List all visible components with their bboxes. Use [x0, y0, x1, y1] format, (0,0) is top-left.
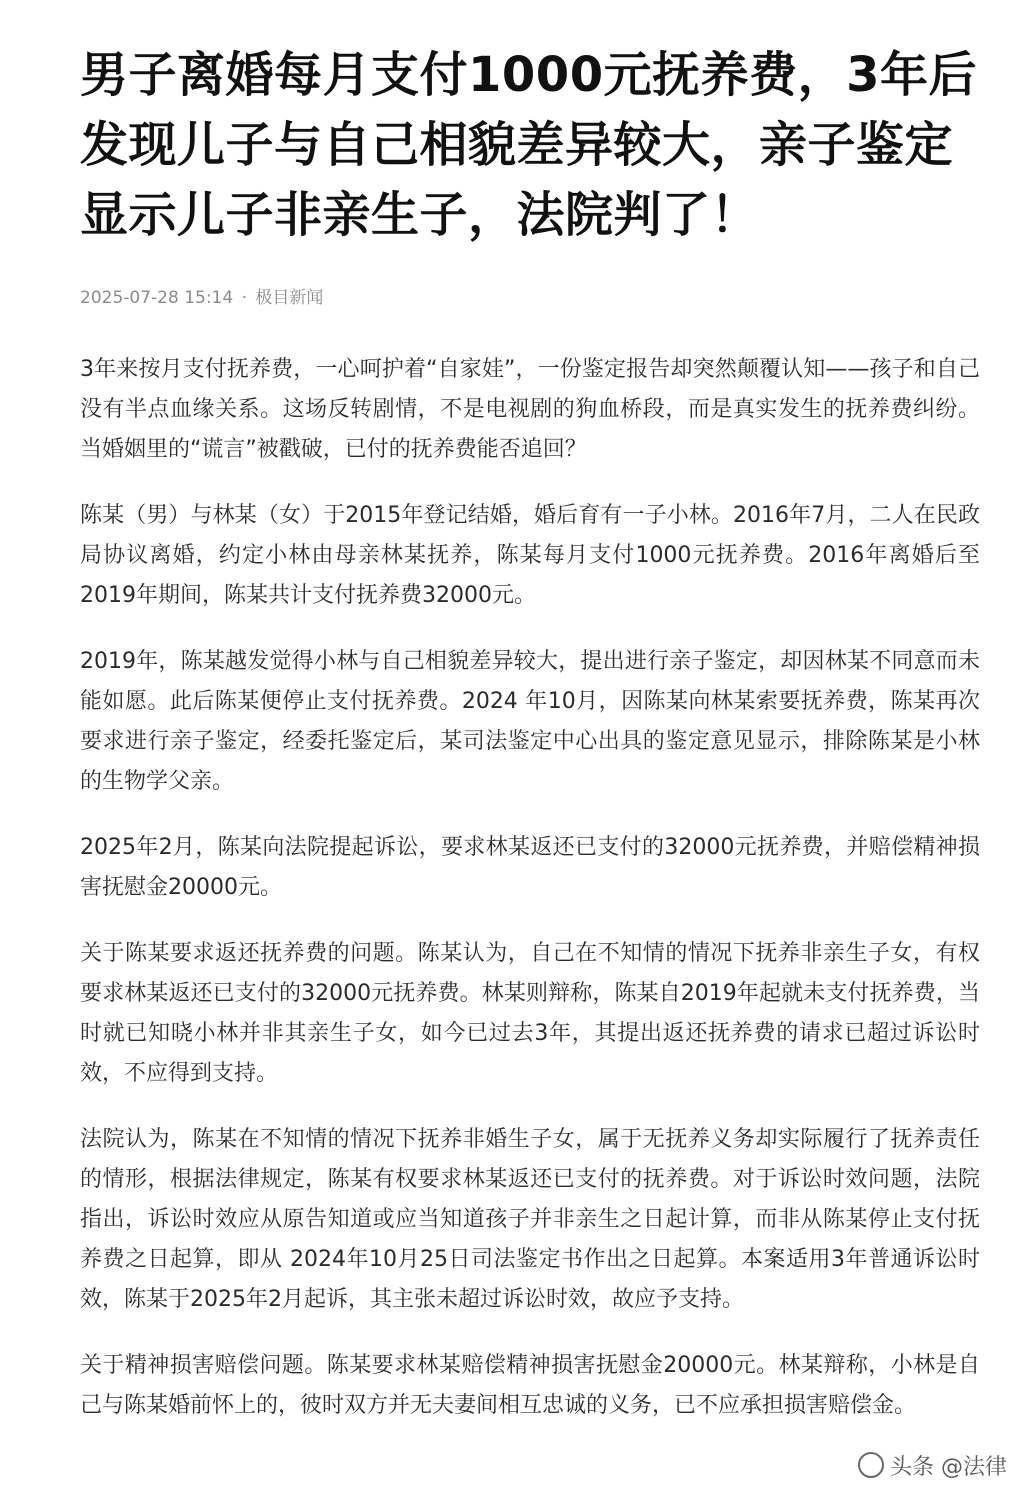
paragraph: 陈某（男）与林某（女）于2015年登记结婚，婚后育有一子小林。2016年7月，二人在民政局协议离婚，约定小林由母亲林某抚养，陈某每月支付1000元抚养费。2016年离婚后至2019年期间，陈某共计支付抚养费32000元。 — [80, 503, 980, 608]
article — [80, 40, 980, 1452]
article-title: 男子离婚每月支付1000元抚养费，3年后发现儿子与自己相貌差异较大，亲子鉴定显示儿子非亲生子，法院判了！ — [80, 47, 977, 243]
publish-date: 2025-07-28 15:14 — [80, 288, 234, 308]
article-body — [80, 350, 980, 1426]
source-name[interactable]: 极目新闻 — [255, 288, 324, 308]
paragraph: 2025年2月，陈某向法院提起诉讼，要求林某返还已支付的32000元抚养费，并赔偿精神损害抚慰金20000元。 — [80, 835, 980, 900]
watermark-text: 头条 @法律 — [890, 1454, 1007, 1480]
paragraph: 法院认为，陈某在不知情的情况下抚养非婚生子女，属于无抚养义务却实际履行了抚养责任的情形，根据法律规定，陈某有权要求林某返还已支付的抚养费。对于诉讼时效问题，法院指出，诉讼时效应从原告知道或应当知道孩子并非亲生之日起计算，而非从陈某停止支付抚养费之日起算，即从 2024年10月25日司法鉴定书作出之日起算。本案适用3年普通诉讼时效，陈某于2025年2月起诉，其主张未超过诉讼时效，故应予支持。 — [80, 1127, 980, 1312]
platform-logo-icon — [858, 1452, 884, 1478]
article-meta — [80, 286, 980, 310]
paragraph: 3年来按月支付抚养费，一心呵护着“自家娃”，一份鉴定报告却突然颠覆认知——孩子和自己没有半点血缘关系。这场反转剧情，不是电视剧的狗血桥段，而是真实发生的抚养费纠纷。当婚姻里的“谎言”被戳破，已付的抚养费能否追回？ — [80, 357, 980, 462]
platform-watermark — [848, 1448, 1017, 1482]
paragraph: 关于精神损害赔偿问题。陈某要求林某赔偿精神损害抚慰金20000元。林某辩称，小林是自己与陈某婚前怀上的，彼时双方并无夫妻间相互忠诚的义务，已不应承担损害赔偿金。 — [80, 1353, 980, 1418]
paragraph: 2019年，陈某越发觉得小林与自己相貌差异较大，提出进行亲子鉴定，却因林某不同意而未能如愿。此后陈某便停止支付抚养费。2024 年10月，因陈某向林某索要抚养费，陈某再次要求进行亲子鉴定，经委托鉴定后，某司法鉴定中心出具的鉴定意见显示，排除陈某是小林的生物学父亲。 — [80, 649, 980, 794]
meta-separator: · — [241, 288, 248, 308]
paragraph: 关于陈某要求返还抚养费的问题。陈某认为，自己在不知情的情况下抚养非亲生子女，有权要求林某返还已支付的32000元抚养费。林某则辩称，陈某自2019年起就未支付抚养费，当时就已知晓小林并非其亲生子女，如今已过去3年，其提出返还抚养费的请求已超过诉讼时效，不应得到支持。 — [80, 941, 980, 1086]
